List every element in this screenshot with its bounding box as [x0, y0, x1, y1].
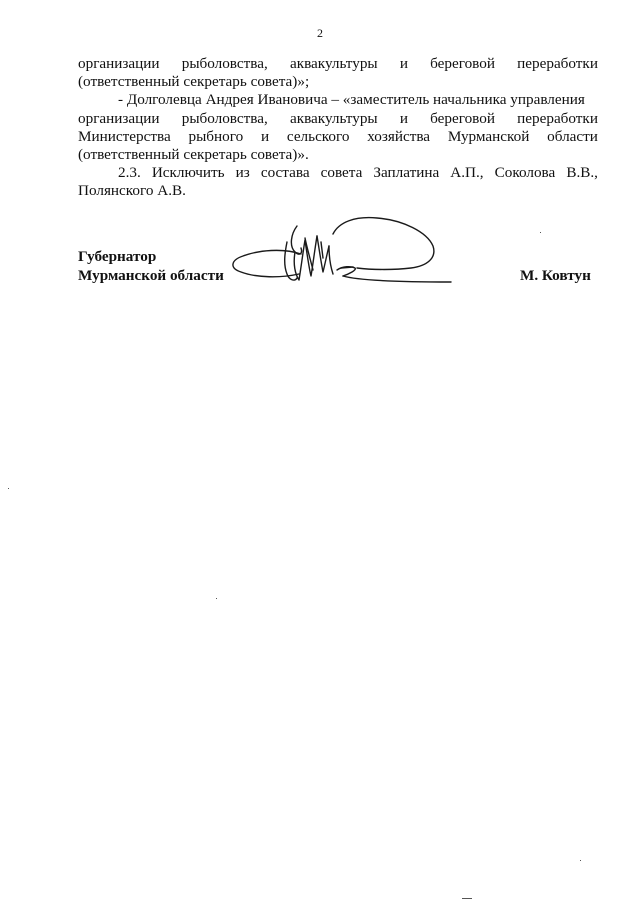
text-line: Полянского А.В. [78, 182, 186, 200]
text-line: (ответственный секретарь совета)»; [78, 73, 310, 91]
text-line: организации рыболовства, аквакультуры и береговой переработки [78, 109, 598, 127]
scan-speck [540, 232, 541, 233]
text-line: - Долголевца Андрея Ивановича – «заместитель начальника управления [118, 91, 585, 109]
scan-speck [462, 898, 472, 899]
scan-speck [216, 598, 217, 599]
text-line: Министерства рыбного и сельского хозяйства Мурманской области [78, 127, 598, 145]
document-body [78, 55, 598, 201]
text-line: организации рыболовства, аквакультуры и береговой переработки [78, 55, 598, 72]
signatory-title-line: Губернатор [78, 248, 157, 265]
signatory-title [78, 247, 224, 285]
scan-speck [8, 488, 9, 489]
page-number: 2 [317, 26, 323, 40]
signatory-name: М. Ковтун [520, 267, 591, 284]
text-line: 2.3. Исключить из состава совета Заплатина А.П., Соколова В.В., [118, 164, 598, 182]
signatory-title-line: Мурманской области [78, 267, 224, 284]
scan-speck [580, 860, 581, 861]
text-line: (ответственный секретарь совета)». [78, 145, 309, 163]
handwritten-signature [225, 212, 465, 297]
